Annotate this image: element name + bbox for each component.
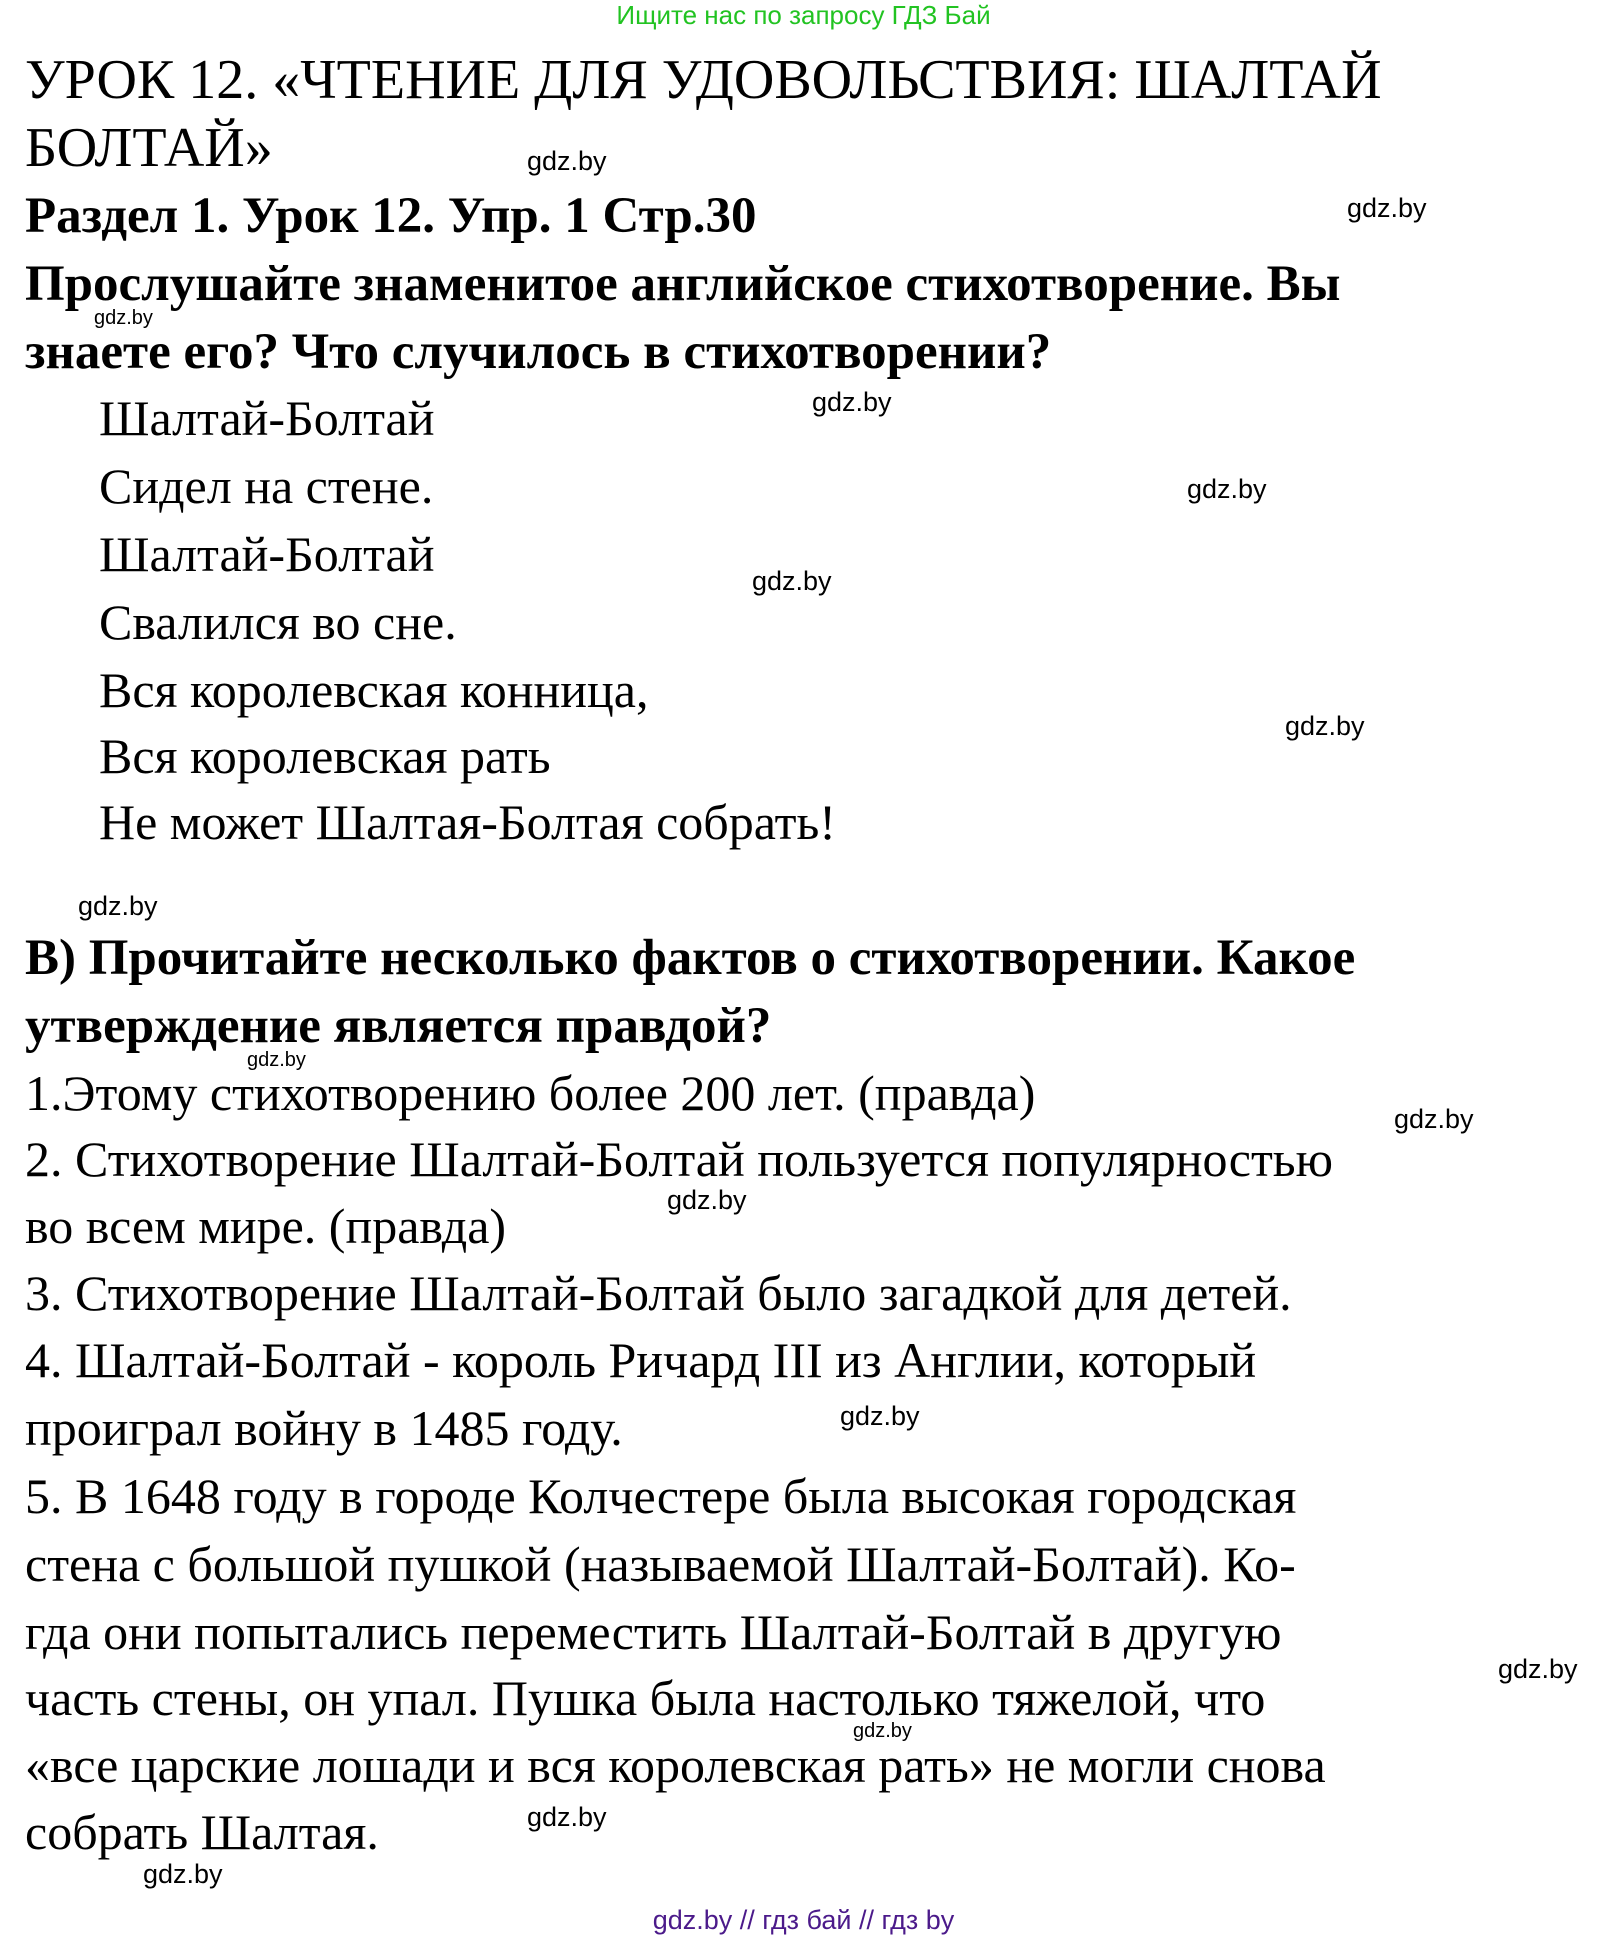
poem-line: Свалился во сне. <box>99 594 457 650</box>
watermark: gdz.by <box>94 307 153 329</box>
fact-line: «все царские лошади и вся королевская рать» не могли снова <box>25 1737 1326 1793</box>
fact-line: 2. Стихотворение Шалтай-Болтай пользуется популярностью <box>25 1131 1333 1187</box>
section-heading: Раздел 1. Урок 12. Упр. 1 Стр.30 <box>25 188 757 244</box>
fact-line: 5. В 1648 году в городе Колчестере была высокая городская <box>25 1468 1297 1524</box>
watermark: gdz.by <box>667 1185 747 1215</box>
watermark: gdz.by <box>527 1802 607 1832</box>
fact-line: гда они попытались переместить Шалтай-Болтай в другую <box>25 1604 1282 1660</box>
footer-links: gdz.by // гдз бай // гдз by <box>652 1905 955 1935</box>
fact-line: часть стены, он упал. Пушка была настолько тяжелой, что <box>25 1670 1266 1726</box>
watermark: gdz.by <box>143 1859 223 1889</box>
watermark: gdz.by <box>752 566 832 596</box>
poem-line: Сидел на стене. <box>99 458 434 514</box>
lesson-title-line: УРОК 12. «ЧТЕНИЕ ДЛЯ УДОВОЛЬСТВИЯ: ШАЛТАЙ <box>25 49 1382 111</box>
watermark: gdz.by <box>1347 193 1427 223</box>
watermark: gdz.by <box>840 1401 920 1431</box>
watermark: gdz.by <box>1498 1654 1578 1684</box>
watermark: gdz.by <box>853 1720 912 1742</box>
watermark: gdz.by <box>527 146 607 176</box>
instruction-line: Прослушайте знаменитое английское стихотворение. Вы <box>25 256 1341 312</box>
lesson-title-line: БОЛТАЙ» <box>25 117 273 179</box>
poem-line: Шалтай-Болтай <box>99 390 435 446</box>
fact-line: 3. Стихотворение Шалтай-Болтай было загадкой для детей. <box>25 1265 1292 1321</box>
watermark: gdz.by <box>1394 1104 1474 1134</box>
poem-line: Шалтай-Болтай <box>99 526 435 582</box>
fact-line: собрать Шалтая. <box>25 1804 379 1860</box>
fact-line: проиграл войну в 1485 году. <box>25 1400 623 1456</box>
fact-line: 1.Этому стихотворению более 200 лет. (правда) <box>25 1065 1036 1121</box>
task-b-heading-line: утверждение является правдой? <box>25 998 772 1054</box>
watermark: gdz.by <box>1285 711 1365 741</box>
poem-line: Не может Шалтая-Болтая собрать! <box>99 794 836 850</box>
fact-line: стена с большой пушкой (называемой Шалтай-Болтай). Ко- <box>25 1536 1296 1592</box>
fact-line: во всем мире. (правда) <box>25 1198 507 1254</box>
instruction-line: знаете его? Что случилось в стихотворении? <box>25 324 1052 380</box>
poem-line: Вся королевская конница, <box>99 662 649 718</box>
fact-line: 4. Шалтай-Болтай - король Ричард III из Англии, который <box>25 1332 1257 1388</box>
watermark: gdz.by <box>78 891 158 921</box>
task-b-heading-line: В) Прочитайте несколько фактов о стихотворении. Какое <box>25 930 1356 986</box>
watermark: gdz.by <box>812 387 892 417</box>
watermark: gdz.by <box>1187 474 1267 504</box>
poem-line: Вся королевская рать <box>99 728 551 784</box>
watermark: gdz.by <box>247 1049 306 1071</box>
header-banner: Ищите нас по запросу ГДЗ Бай <box>616 0 991 30</box>
